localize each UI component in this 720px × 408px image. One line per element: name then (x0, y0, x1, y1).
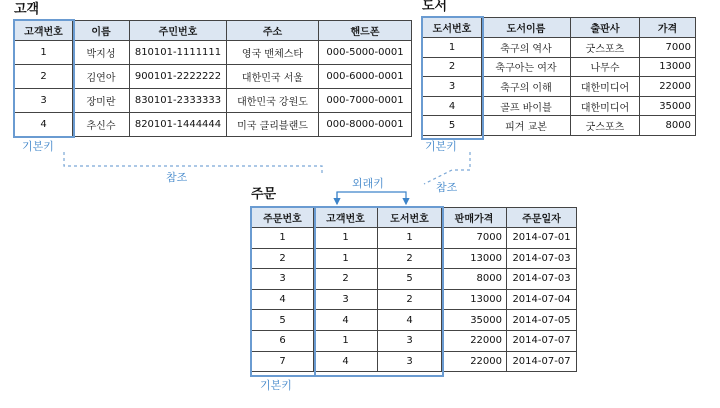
book-cell: 3 (423, 77, 482, 97)
book-cell: 22000 (640, 77, 696, 97)
customer-cell: 1 (15, 41, 73, 65)
order-cell: 1 (378, 228, 442, 249)
order-cell: 22000 (442, 330, 507, 351)
order-cell: 2014-07-04 (507, 289, 577, 310)
order-cell: 1 (252, 228, 314, 249)
order-cell: 6 (252, 330, 314, 351)
order-cell: 4 (314, 351, 378, 372)
book-primary-key-label: 기본키 (425, 140, 457, 153)
customer-reference-label: 참조 (166, 171, 188, 184)
order-cell: 1 (314, 248, 378, 269)
book-row (423, 116, 696, 136)
book-cell: 피겨 교본 (482, 116, 571, 136)
order-cell: 2014-07-07 (507, 351, 577, 372)
order-table-title: 주문 (251, 187, 277, 202)
customer-cell: 810101-1111111 (130, 41, 227, 65)
order-row (252, 248, 577, 269)
order-cell: 35000 (442, 310, 507, 331)
customer-cell: 3 (15, 89, 73, 113)
customer-cell: 000-5000-0001 (319, 41, 412, 65)
customer-cell: 000-8000-0001 (319, 113, 412, 137)
customer-table (14, 20, 412, 137)
book-cell: 골프 바이블 (482, 96, 571, 116)
book-cell: 1 (423, 38, 482, 58)
book-cell: 7000 (640, 38, 696, 58)
order-column-header: 고객번호 (314, 208, 378, 228)
book-reference-line (424, 152, 470, 184)
book-cell: 굿스포츠 (571, 116, 640, 136)
book-reference-label: 참조 (436, 181, 458, 194)
customer-table-title: 고객 (14, 2, 40, 17)
book-header-row (423, 18, 696, 38)
order-cell: 22000 (442, 351, 507, 372)
order-cell: 2014-07-05 (507, 310, 577, 331)
book-cell: 대한미디어 (571, 77, 640, 97)
customer-cell: 김연아 (73, 65, 130, 89)
order-row (252, 228, 577, 249)
order-cell: 2014-07-01 (507, 228, 577, 249)
customer-cell: 000-6000-0001 (319, 65, 412, 89)
order-cell: 4 (378, 310, 442, 331)
order-header-row (252, 208, 577, 228)
order-cell: 3 (252, 269, 314, 290)
order-cell: 8000 (442, 269, 507, 290)
order-cell: 4 (252, 289, 314, 310)
book-cell: 2 (423, 57, 482, 77)
customer-cell: 미국 클리블랜드 (227, 113, 319, 137)
order-primary-key-label: 기본키 (260, 379, 292, 392)
order-cell: 2 (314, 269, 378, 290)
foreign-key-bracket (337, 192, 406, 204)
customer-cell: 820101-1444444 (130, 113, 227, 137)
book-column-header: 도서이름 (482, 18, 571, 38)
order-column-header: 주문일자 (507, 208, 577, 228)
customer-cell: 영국 맨체스타 (227, 41, 319, 65)
customer-primary-key-label: 기본키 (22, 140, 54, 153)
book-cell: 35000 (640, 96, 696, 116)
book-row (423, 96, 696, 116)
customer-row (15, 41, 412, 65)
order-cell: 13000 (442, 289, 507, 310)
customer-column-header: 핸드폰 (319, 21, 412, 41)
order-cell: 2014-07-03 (507, 269, 577, 290)
order-column-header: 주문번호 (252, 208, 314, 228)
order-row (252, 289, 577, 310)
order-cell: 2 (252, 248, 314, 269)
book-table-title: 도서 (422, 0, 448, 14)
customer-cell: 830101-2333333 (130, 89, 227, 113)
order-cell: 5 (378, 269, 442, 290)
customer-column-header: 주민번호 (130, 21, 227, 41)
book-cell: 4 (423, 96, 482, 116)
customer-cell: 대한민국 서울 (227, 65, 319, 89)
customer-cell: 2 (15, 65, 73, 89)
book-column-header: 가격 (640, 18, 696, 38)
book-cell: 축구의 이해 (482, 77, 571, 97)
order-table (251, 207, 577, 372)
order-cell: 1 (314, 228, 378, 249)
order-cell: 2 (378, 248, 442, 269)
customer-cell: 900101-2222222 (130, 65, 227, 89)
customer-column-header: 주소 (227, 21, 319, 41)
order-column-header: 판매가격 (442, 208, 507, 228)
customer-column-header: 고객번호 (15, 21, 73, 41)
order-cell: 4 (314, 310, 378, 331)
order-cell: 5 (252, 310, 314, 331)
customer-cell: 000-7000-0001 (319, 89, 412, 113)
customer-cell: 4 (15, 113, 73, 137)
customer-cell: 박지성 (73, 41, 130, 65)
customer-row (15, 113, 412, 137)
book-table (422, 17, 696, 136)
book-cell: 축구아는 여자 (482, 57, 571, 77)
order-cell: 2 (378, 289, 442, 310)
customer-cell: 대한민국 강원도 (227, 89, 319, 113)
book-cell: 축구의 역사 (482, 38, 571, 58)
order-cell: 2014-07-03 (507, 248, 577, 269)
customer-header-row (15, 21, 412, 41)
book-row (423, 77, 696, 97)
book-cell: 13000 (640, 57, 696, 77)
order-column-header: 도서번호 (378, 208, 442, 228)
order-cell: 2014-07-07 (507, 330, 577, 351)
book-cell: 5 (423, 116, 482, 136)
order-cell: 1 (314, 330, 378, 351)
order-row (252, 330, 577, 351)
order-cell: 7000 (442, 228, 507, 249)
book-row (423, 38, 696, 58)
order-row (252, 310, 577, 331)
book-column-header: 출판사 (571, 18, 640, 38)
customer-row (15, 65, 412, 89)
book-column-header: 도서번호 (423, 18, 482, 38)
book-cell: 굿스포츠 (571, 38, 640, 58)
customer-reference-line (64, 152, 322, 176)
order-cell: 7 (252, 351, 314, 372)
order-foreign-key-label: 외래키 (352, 177, 384, 190)
order-cell: 13000 (442, 248, 507, 269)
book-row (423, 57, 696, 77)
customer-column-header: 이름 (73, 21, 130, 41)
customer-cell: 추신수 (73, 113, 130, 137)
book-cell: 나무수 (571, 57, 640, 77)
order-cell: 3 (378, 351, 442, 372)
order-cell: 3 (314, 289, 378, 310)
order-row (252, 269, 577, 290)
customer-row (15, 89, 412, 113)
order-cell: 3 (378, 330, 442, 351)
book-cell: 대한미디어 (571, 96, 640, 116)
book-cell: 8000 (640, 116, 696, 136)
customer-cell: 장미란 (73, 89, 130, 113)
order-row (252, 351, 577, 372)
